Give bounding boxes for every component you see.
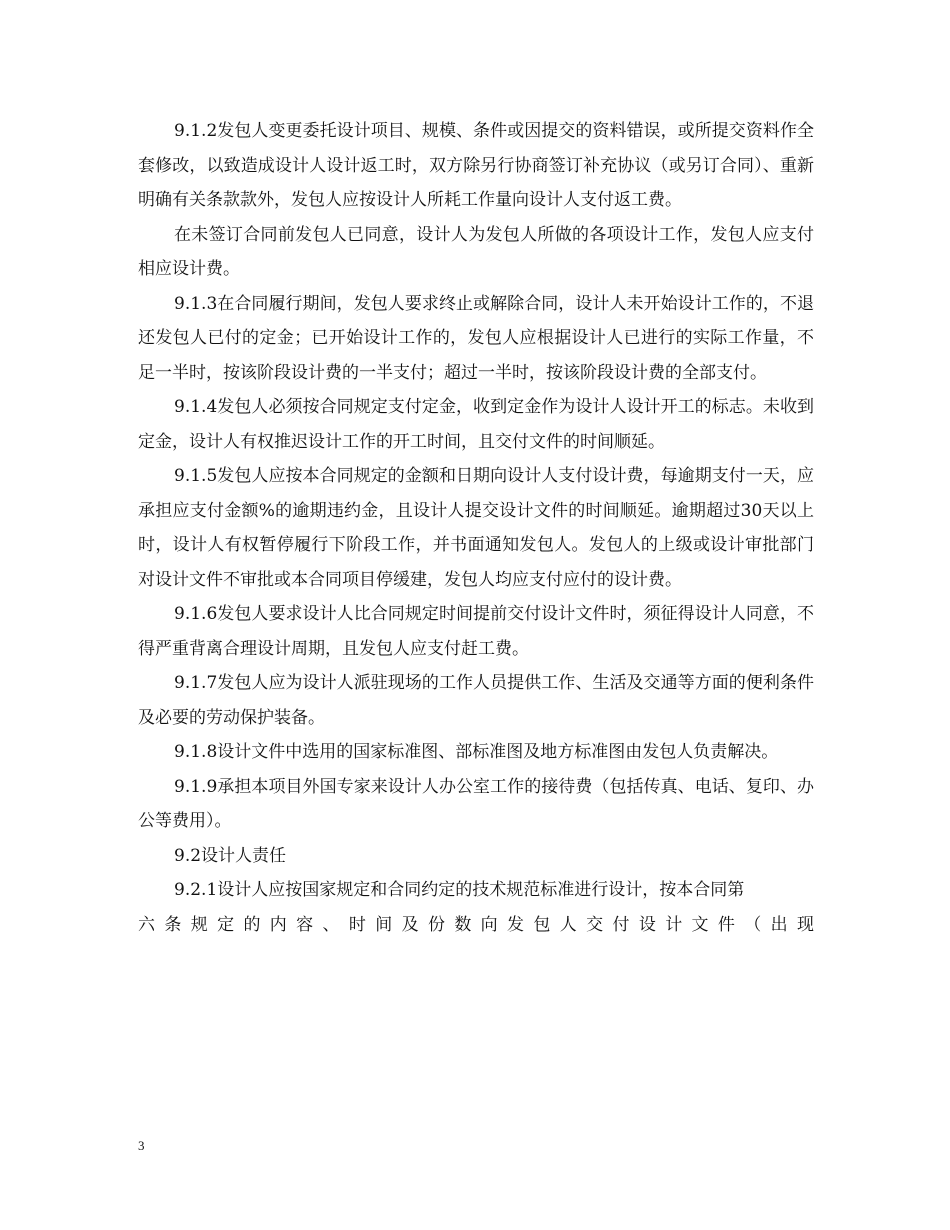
document-body xyxy=(138,114,814,942)
paragraph-9-1-7: 9.1.7发包人应为设计人派驻现场的工作人员提供工作、生活及交通等方面的便利条件及必要的劳动保护装备。 xyxy=(138,673,814,728)
page-number: 3 xyxy=(138,1138,145,1153)
paragraph-9-1-2: 9.1.2发包人变更委托设计项目、规模、条件或因提交的资料错误，或所提交资料作全套修改，以致造成设计人设计返工时，双方除另行协商签订补充协议（或另订合同）、重新明确有关条款款外，发包人应按设计人所耗工作量向设计人支付返工费。 xyxy=(138,121,814,210)
paragraph-9-1-3: 9.1.3在合同履行期间，发包人要求终止或解除合同，设计人未开始设计工作的，不退还发包人已付的定金；已开始设计工作的，发包人应根据设计人已进行的实际工作量，不足一半时，按该阶段设计费的一半支付；超过一半时，按该阶段设计费的全部支付。 xyxy=(138,293,814,383)
paragraph-9-2-1-continued: 六条规定的内容、时间及份数向发包人交付设计文件（出现 xyxy=(138,914,814,935)
paragraph-9-1-5: 9.1.5发包人应按本合同规定的金额和日期向设计人支付设计费，每逾期支付一天，应承担应支付金额%的逾期违约金，且设计人提交设计文件的时间顺延。逾期超过30天以上时，设计人有权暂停履行下阶段工作，并书面通知发包人。发包人的上级或设计审批部门对设计文件不审批或本合同项目停缓建，发包人均应支付应付的设计费。 xyxy=(138,466,814,590)
paragraph-9-1-6: 9.1.6发包人要求设计人比合同规定时间提前交付设计文件时，须征得设计人同意，不得严重背离合理设计周期，且发包人应支付赶工费。 xyxy=(138,604,814,659)
paragraph-9-2-1: 9.2.1设计人应按国家规定和合同约定的技术规范标准进行设计，按本合同第 xyxy=(174,880,745,900)
paragraph-9-1-8: 9.1.8设计文件中选用的国家标准图、部标准图及地方标准图由发包人负责解决。 xyxy=(174,742,779,762)
section-heading-9-2: 9.2设计人责任 xyxy=(174,845,287,866)
paragraph-9-1-4: 9.1.4发包人必须按合同规定支付定金，收到定金作为设计人设计开工的标志。未收到定金，设计人有权推迟设计工作的开工时间，且交付文件的时间顺延。 xyxy=(138,397,814,452)
paragraph-pre-contract-fee: 在未签订合同前发包人已同意，设计人为发包人所做的各项设计工作，发包人应支付相应设计费。 xyxy=(138,224,814,279)
paragraph-9-1-9: 9.1.9承担本项目外国专家来设计人办公室工作的接待费（包括传真、电话、复印、办公等费用）。 xyxy=(138,776,814,831)
